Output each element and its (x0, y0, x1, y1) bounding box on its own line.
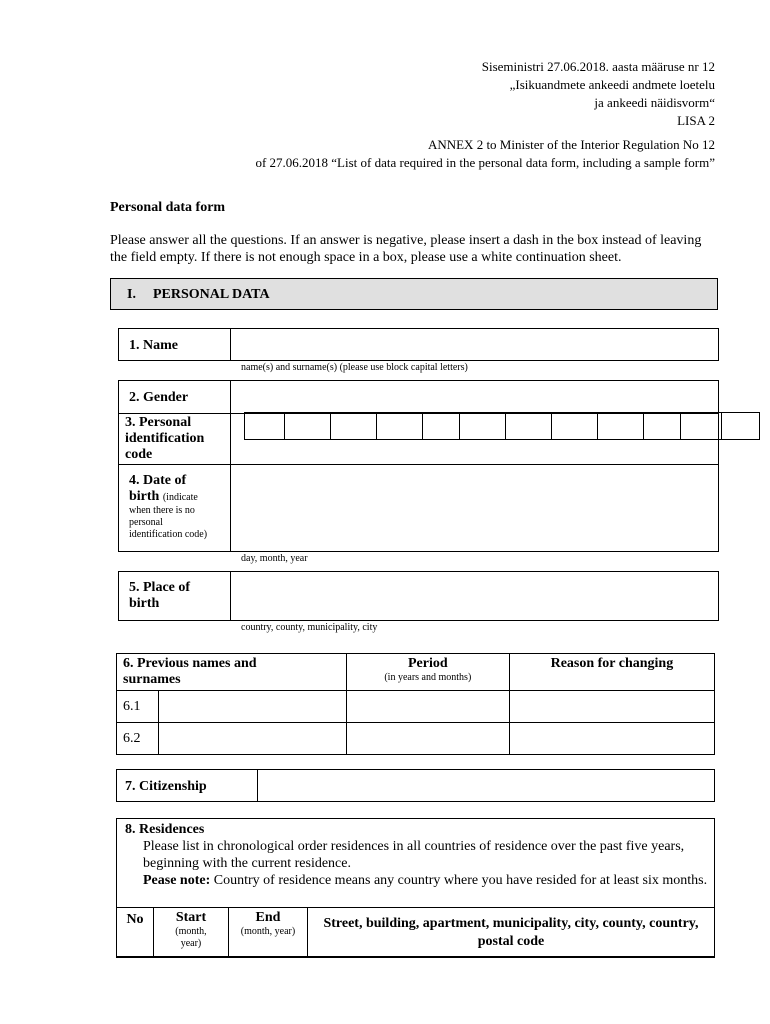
pob-input[interactable] (230, 571, 720, 621)
pic-label: 3. Personal identification code (125, 415, 205, 462)
header-line: ja ankeedi näidisvorm“ (594, 95, 715, 110)
pob-label: 5. Place of birth (129, 580, 191, 611)
citizenship-label: 7. Citizenship (125, 779, 207, 794)
col-start-header: Start (month, year) (154, 908, 229, 957)
pic-cells (244, 412, 760, 440)
pic-digit-cell[interactable] (722, 413, 760, 440)
header-line: ANNEX 2 to Minister of the Interior Regulation No 12 (427, 137, 715, 152)
period-input[interactable] (346, 723, 509, 755)
pic-digit-cell[interactable] (331, 413, 377, 440)
period-header: Period (in years and months) (346, 654, 509, 691)
previous-name-input[interactable] (158, 723, 346, 755)
row-number: 6.1 (117, 691, 159, 723)
pic-digit-cell[interactable] (285, 413, 331, 440)
dob-input[interactable] (230, 464, 720, 552)
name-label: 1. Name (129, 338, 178, 353)
gender-label: 2. Gender (129, 390, 189, 405)
previous-names-header: 6. Previous names and surnames (117, 654, 347, 691)
regulation-header-et (482, 58, 715, 130)
section-number: I. (127, 287, 136, 302)
gender-row (118, 380, 719, 414)
pic-digit-cell[interactable] (377, 413, 423, 440)
pic-digit-cell[interactable] (644, 413, 681, 440)
name-row (118, 328, 719, 361)
residences-title: 8. Residences (125, 822, 205, 837)
dob-row (118, 464, 719, 552)
pic-digit-cell[interactable] (423, 413, 460, 440)
name-hint: name(s) and surname(s) (please use block capital letters) (241, 362, 468, 373)
citizenship-input[interactable] (257, 769, 716, 802)
pob-hint: country, county, municipality, city (241, 622, 378, 633)
pic-digit-cell[interactable] (460, 413, 506, 440)
table-row (117, 723, 715, 755)
pic-digit-cell[interactable] (681, 413, 722, 440)
header-line: „Isikuandmete ankeedi andmete loetelu (509, 77, 715, 92)
row-number: 6.2 (117, 723, 159, 755)
reason-input[interactable] (509, 691, 714, 723)
pic-digit-cell[interactable] (552, 413, 598, 440)
gender-input[interactable] (230, 380, 720, 414)
header-line: of 27.06.2018 “List of data required in the personal data form, including a sample form” (255, 155, 715, 170)
reason-header: Reason for changing (509, 654, 714, 691)
residences-table (116, 907, 715, 957)
table-row (117, 691, 715, 723)
citizenship-row (116, 769, 715, 802)
section-title: PERSONAL DATA (153, 287, 270, 302)
name-input[interactable] (230, 328, 720, 361)
pic-digit-cell[interactable] (598, 413, 644, 440)
col-end-header: End (month, year) (229, 908, 308, 957)
residences-description: 8. Residences Please list in chronological order residences in all countries of residence over the past five years, beginning with the current residence. Pease note: Country of residence means any country where you have resided for at least six months. (125, 821, 713, 889)
previous-name-input[interactable] (158, 691, 346, 723)
pic-digit-cell[interactable] (506, 413, 552, 440)
reason-input[interactable] (509, 723, 714, 755)
previous-names-table (116, 653, 715, 755)
pic-digit-cell[interactable] (245, 413, 285, 440)
intro-text: Please answer all the questions. If an answer is negative, please insert a dash in the box instead of leaving the field empty. If there is not enough space in a box, please use a white continuation sheet. (110, 233, 702, 265)
section-header (110, 278, 718, 310)
col-address-header: Street, building, apartment, municipality, city, county, country, postal code (308, 908, 715, 957)
regulation-header-en (255, 136, 715, 172)
period-input[interactable] (346, 691, 509, 723)
header-line: Siseministri 27.06.2018. aasta määruse nr 12 (481, 59, 715, 74)
pob-row (118, 571, 719, 621)
col-no-header: No (117, 908, 154, 957)
dob-label: 4. Date of birth (indicate when there is no personal identification code) (129, 473, 208, 540)
dob-hint: day, month, year (241, 553, 308, 564)
form-title: Personal data form (110, 200, 226, 215)
header-line: LISA 2 (677, 113, 715, 128)
